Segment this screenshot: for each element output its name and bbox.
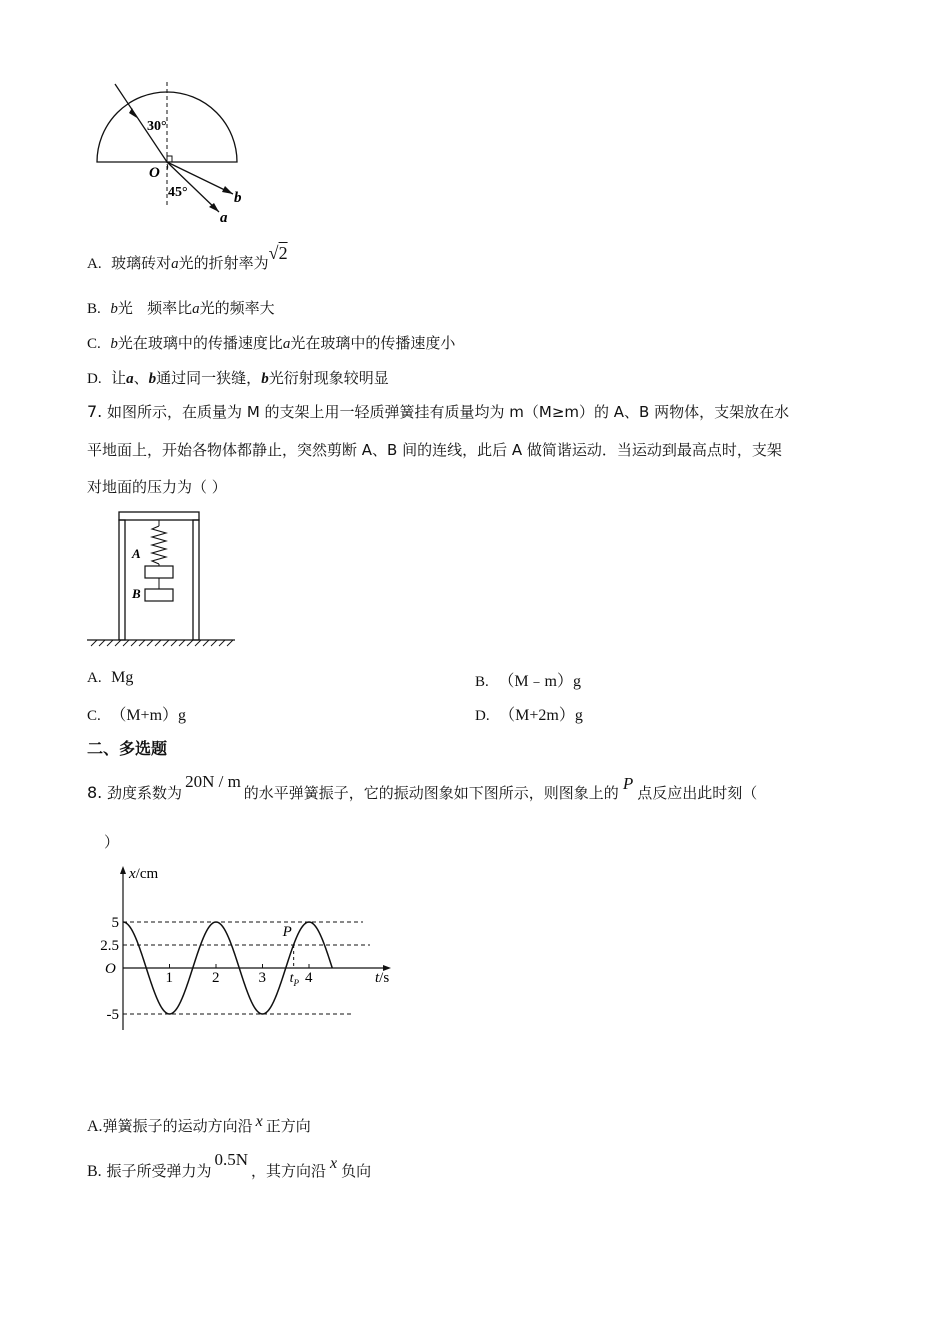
label-b: B bbox=[132, 586, 141, 601]
option-text: （M+m）g bbox=[110, 707, 187, 724]
q6-option-a[interactable] bbox=[87, 243, 288, 273]
option-text: 玻璃砖对 bbox=[111, 254, 172, 272]
option-label: A. bbox=[87, 256, 102, 272]
q7-option-c[interactable] bbox=[87, 702, 186, 725]
option-text: （M+2m）g bbox=[499, 707, 583, 724]
block-b bbox=[145, 589, 173, 601]
var-b: b bbox=[110, 301, 118, 317]
sqrt-expression: √2 bbox=[268, 243, 288, 263]
spring-constant: 20N / m bbox=[185, 772, 241, 791]
var-x: x bbox=[330, 1155, 338, 1172]
var-a: a bbox=[126, 371, 134, 387]
var-a: a bbox=[282, 336, 291, 352]
question-number: 7. bbox=[87, 402, 103, 421]
option-label: D. bbox=[87, 371, 102, 387]
origin-label: O bbox=[149, 165, 160, 181]
spring bbox=[152, 526, 166, 564]
refraction-figure bbox=[85, 78, 260, 228]
x-tick-label: 1 bbox=[165, 970, 173, 986]
point-p: P bbox=[622, 774, 634, 793]
tp-label bbox=[290, 971, 300, 988]
y-axis-arrow bbox=[120, 866, 126, 874]
option-text: 光的折射率为 bbox=[178, 254, 269, 272]
x-tick-label: 2 bbox=[212, 970, 220, 986]
y-tick-label: -5 bbox=[106, 1007, 119, 1023]
angle-45-label: 45° bbox=[168, 185, 188, 200]
sqrt-value: 2 bbox=[278, 243, 288, 263]
incident-arrow bbox=[129, 108, 137, 118]
option-text: 弹簧振子的运动方向沿 bbox=[102, 1117, 253, 1135]
var-b: b bbox=[261, 371, 269, 387]
block-a bbox=[145, 566, 173, 578]
q7-stem-line-2: 平地面上，开始各物体都静止，突然剪断 A、B 间的连线，此后 A 做简谐运动．当运动到最高点时，支架 bbox=[87, 441, 782, 459]
q7-option-a[interactable] bbox=[87, 668, 133, 687]
option-text: 光在玻璃中的传播速度比 bbox=[117, 334, 283, 352]
option-text: ，其方向沿 bbox=[251, 1162, 327, 1180]
ray-a-label: a bbox=[220, 210, 228, 226]
q8-stem-line-1 bbox=[87, 772, 758, 803]
option-text: 正方向 bbox=[265, 1117, 311, 1135]
frame-right-leg bbox=[193, 520, 199, 640]
question-text: 点反应出此时刻（ bbox=[637, 784, 758, 802]
q6-option-d[interactable] bbox=[87, 367, 389, 388]
option-label: B. bbox=[87, 1163, 102, 1180]
option-text: 光在玻璃中的传播速度小 bbox=[290, 334, 456, 352]
ground-hatching bbox=[91, 640, 233, 646]
origin-label: O bbox=[105, 961, 116, 977]
right-angle-mark bbox=[167, 156, 172, 162]
option-text: 光的频率大 bbox=[199, 299, 275, 317]
option-label: D. bbox=[475, 708, 490, 724]
var-b: b bbox=[110, 336, 118, 352]
option-label: B. bbox=[475, 674, 489, 690]
option-text: （M﹣m）g bbox=[498, 673, 581, 690]
option-label: A. bbox=[87, 670, 102, 686]
var-b: b bbox=[148, 371, 157, 387]
label-a: A bbox=[132, 546, 141, 561]
q7-option-d[interactable] bbox=[475, 702, 583, 725]
option-text: 负向 bbox=[341, 1162, 372, 1180]
q8-option-a[interactable] bbox=[87, 1115, 311, 1136]
option-text: 光 bbox=[117, 299, 133, 317]
frame-left-leg bbox=[119, 520, 125, 640]
q8-stem-line-2: ） bbox=[104, 833, 120, 851]
force-value: 0.5N bbox=[214, 1150, 248, 1169]
option-label: A. bbox=[87, 1118, 103, 1135]
option-label: C. bbox=[87, 708, 101, 724]
question-text: 劲度系数为 bbox=[107, 784, 183, 802]
ray-b-arrow bbox=[222, 186, 233, 194]
angle-30-label: 30° bbox=[147, 119, 167, 134]
option-label: C. bbox=[87, 336, 101, 352]
q6-option-b[interactable] bbox=[87, 297, 275, 318]
option-text: 光衍射现象较明显 bbox=[268, 369, 389, 387]
question-text: 如图所示，在质量为 M 的支架上用一轻质弹簧挂有质量均为 m（M≥m）的 A、B 两物体，支架放在水 bbox=[107, 403, 790, 421]
section-title: 二、多选题 bbox=[87, 739, 168, 758]
option-text: 、 bbox=[133, 369, 149, 387]
x-tick-label: 4 bbox=[305, 970, 313, 986]
var-a: a bbox=[192, 301, 200, 317]
var-x: x bbox=[255, 1113, 263, 1130]
frame-top-beam bbox=[119, 512, 199, 520]
option-text: 让 bbox=[111, 369, 127, 387]
question-number: 8. bbox=[87, 783, 103, 802]
spring-frame-figure bbox=[85, 508, 240, 648]
oscillation-chart bbox=[95, 860, 405, 1040]
option-text: Mg bbox=[111, 669, 134, 686]
y-axis-label: x/cm bbox=[129, 866, 159, 882]
q7-option-b[interactable] bbox=[475, 668, 581, 691]
tp-subscript: P bbox=[293, 978, 300, 988]
q8-option-b[interactable] bbox=[87, 1150, 372, 1181]
y-tick-label: 2.5 bbox=[100, 938, 119, 954]
option-text: 振子所受弹力为 bbox=[106, 1162, 212, 1180]
x-axis-label: t/s bbox=[375, 970, 390, 986]
q7-stem-line-3: 对地面的压力为（ ） bbox=[87, 478, 227, 496]
q6-option-c[interactable] bbox=[87, 332, 455, 353]
question-text: 的水平弹簧振子，它的振动图象如下图所示，则图象上的 bbox=[243, 784, 619, 802]
tp-t: t bbox=[289, 971, 294, 986]
point-p-label: P bbox=[282, 924, 292, 940]
option-label: B. bbox=[87, 301, 101, 317]
var-a: a bbox=[171, 256, 179, 272]
ray-b-label: b bbox=[234, 190, 242, 206]
x-tick-label: 3 bbox=[258, 970, 266, 986]
y-tick-label: 5 bbox=[111, 915, 119, 931]
option-text: 通过同一狭缝， bbox=[156, 369, 262, 387]
q7-stem-line-1 bbox=[87, 401, 789, 422]
option-text: 频率比 bbox=[147, 299, 193, 317]
